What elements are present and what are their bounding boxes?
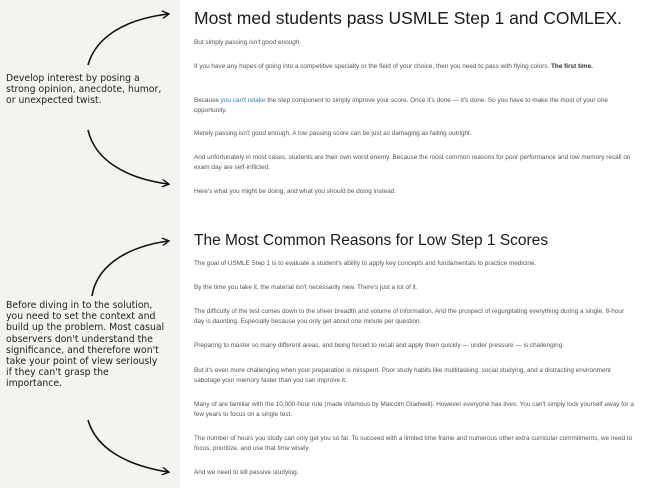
article-heading-secondary: The Most Common Reasons for Low Step 1 Scores xyxy=(194,232,549,249)
retake-link[interactable]: you can't retake xyxy=(220,97,266,104)
article-paragraph: And unfortunately in most cases, students are their own worst enemy. Because the most common reasons for poor performance and low memory recall on exam day are self-inflicted. xyxy=(194,154,631,171)
article-heading-primary: Most med students pass USMLE Step 1 and COMLEX. xyxy=(194,8,622,28)
arrow-up-icon xyxy=(92,241,168,296)
article-paragraph: The number of hours you study can only get you so far. To succeed with a limited time frame and numerous other extra curricular commitments, we need to focus, prioritize, and use that time wisely. xyxy=(194,435,633,452)
arrow-up-icon xyxy=(88,14,168,65)
paragraph-text: the step component to simply improve your score. Once it's done — it's done. So you have to make the most of your one opportunity. xyxy=(194,97,608,114)
article-panel xyxy=(180,0,650,488)
article-paragraph: Preparing to master so many different areas, and being forced to recall and apply them quickly — under pressure — is challenging. xyxy=(194,342,565,349)
arrow-down-icon xyxy=(88,420,168,472)
annotation-note-context: Before diving in to the solution, you need to set the context and build up the problem. Most casual observers don't understand the significance, and therefore won't take your point of view seriously if they can't grasp the importance. xyxy=(6,300,165,390)
article-paragraph: The difficulty of the test comes down to the sheer breadth and volume of information. And the prospect of regurgitating everything during a single, 8-hour day is daunting. Especially because you only get about one minute per question. xyxy=(194,308,625,325)
article-paragraph: By the time you take it, the material isn't necessarily new. There's just a lot of it. xyxy=(194,284,418,291)
annotation-sidebar xyxy=(0,0,178,488)
paragraph-emphasis: isn't good enough. xyxy=(249,39,302,46)
article-paragraph: And we need to kill passive studying. xyxy=(194,469,299,476)
paragraph-text: Because xyxy=(194,97,221,104)
arrow-down-icon xyxy=(88,130,168,184)
paragraph-text: But simply passing xyxy=(194,39,250,46)
article-paragraph: Here's what you might be doing, and what you should be doing instead. xyxy=(194,188,396,195)
article-paragraph: But it's even more challenging when your preparation is misspent. Poor study habits like multitasking, social studying, and a distracting environment sabotage your memory faster than you can improve it. xyxy=(194,367,611,384)
article-paragraph xyxy=(194,62,636,72)
article-paragraph xyxy=(194,38,636,48)
paragraph-bold: The first time. xyxy=(551,63,593,70)
annotation-note-interest: Develop interest by posing a strong opinion, anecdote, humor, or unexpected twist. xyxy=(6,73,162,107)
article-paragraph: Merely passing isn't good enough. A low passing score can be just as damaging as failing outright. xyxy=(194,130,472,137)
article-paragraph: The goal of USMLE Step 1 is to evaluate a student's ability to apply key concepts and fundamentals to practice medicine. xyxy=(194,260,537,267)
paragraph-text: If you have any hopes of going into a competitive specialty or the field of your choice, then you need to pass with flying colors. xyxy=(194,63,552,70)
article-paragraph xyxy=(194,96,636,116)
article-paragraph: Many of are familiar with the 10,000-hour rule (made infamous by Malcolm Gladwell). However everyone has lives. You can't simply lock yourself away for a few years to focus on a single test. xyxy=(194,401,634,418)
